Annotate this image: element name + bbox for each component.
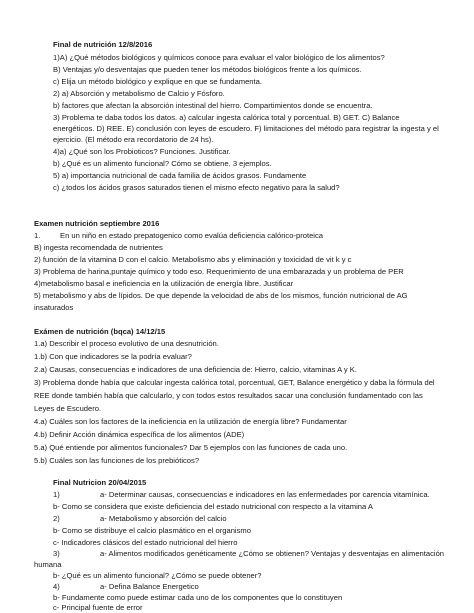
text-line: c) ¿todos los ácidos grasos saturados tienen el mismo efecto negativo para la salud? [53,183,340,192]
text-line: energéticos. D) REE. E) conclusión con leyes de escudero. F) limitaciones del método para registrar la ingesta y el [53,124,439,133]
text-line: 5) metabolismo y abs de lípidos. De que depende la velocidad de abs de los mismos, función nutricional de AG [34,291,408,300]
text-line: 4)a) ¿Qué son los Probioticos? Funciones. Justificar. [53,147,231,156]
text-line: 4)metabolismo basal e ineficiencia en la utilización de energía libre. Justificar [34,279,294,288]
text-line: a- Determinar causas, consecuencias e indicadores en las enfermedades por carencia vitamínica. [100,490,430,499]
text-line: 2) a) Absorción y metabolismo de Calcio y Fósforo. [53,89,225,98]
section-title: Examen nutrición septiembre 2016 [34,219,160,228]
section-title: Final Nutricion 20/04/2015 [53,478,147,487]
text-line: 4.a) Cuáles son los factores de la ineficiencia en la utilización de energía libre? Fundamentar [34,417,347,426]
list-number: 3) [53,549,60,558]
text-line: 1.b) Con que indicadores se la podría evaluar? [34,352,192,361]
section-title: Exámen de nutrición (bqca) 14/12/15 [34,327,166,336]
text-line: b) ¿Qué es un alimento funcional? Cómo se obtiene. 3 ejemplos. [53,159,272,168]
text-line: c- Indicadores clásicos del estado nutricional del hierro [53,538,238,547]
text-line: b- Fundamente como puede estimar cada uno de los componentes que lo constituyen [53,593,343,602]
list-number: 1. [34,231,41,240]
text-line: c) Elija un método biológico y explique en que se fundamenta. [53,77,262,86]
text-line: b- Como se distribuye el calcio plasmático en el organismo [53,526,251,535]
text-line: c- Principal fuente de error [53,603,143,612]
text-line: 4.b) Definir Acción dinámica específica de los alimentos (ADE) [34,430,245,439]
text-line: b- Como se considera que existe deficiencia del estado nutricional con respecto a la vitamina A [53,502,373,511]
text-line: 2.a) Causas, consecuencias e indicadores de una deficiencia de: Hierro, calcio, vitaminas A y K. [34,365,357,374]
text-line: 3) Problema de harina,puntaje químico y todo eso. Requerimiento de una embarazada y un problema de PER [34,267,404,276]
list-number: 2) [53,514,60,523]
section-title: Final de nutrición 12/8/2016 [53,40,153,49]
text-line: a- Metabolismo y absorción del calcio [100,514,227,523]
text-line: B) ingesta recomendada de nutrientes [34,243,163,252]
text-line: 2) función de la vitamina D con el calcio. Metabolismo abs y eliminación y toxicidad de vit k y c [34,255,352,264]
text-line: a- Alimentos modificados genéticamente ¿Cómo se obtienen? Ventajas y desventajas en alimentación [100,549,445,558]
text-line: humana [34,560,62,569]
list-number: 1) [53,490,60,499]
text-line: Leyes de Escudero. [34,404,102,413]
text-line: 1.a) Describir el proceso evolutivo de una desnutrición. [34,339,219,348]
text-line: b- ¿Qué es un alimento funcional? ¿Cómo se puede obtener? [53,571,262,580]
text-line: 5) a) importancia nutricional de cada familia de ácidos grasos. Fundamente [53,171,307,180]
text-line: ejercicio. (El método era recordatorio de 24 hs). [53,135,214,144]
text-line: insaturados [34,303,74,312]
text-line: REE donde también había que calcularlo, y con todos estos resultados sacar una conclusión fundamentado con las [34,391,423,400]
text-line: 3) Problema te daba todos los datos. a) calcular ingesta calórica total y porcentual. B) GET. C) Balance [53,113,400,122]
text-line: En un niño en estado prepatogenico como evalúa deficiencia calórico-proteica [60,231,323,240]
text-line: 5.a) Qué entiende por alimentos funcionales? Dar 5 ejemplos con las funciones de cada uno. [34,443,348,452]
text-line: B) Ventajas y/o desventajas que pueden tener los métodos biológicos frente a los químicos. [53,65,362,74]
text-line: b) factores que afectan la absorción intestinal del hierro. Compartimientos donde se encuentra. [53,101,373,110]
text-line: 1)A) ¿Qué métodos biológicos y químicos conoce para evaluar el valor biológico de los alimentos? [53,53,385,62]
text-line: 5.b) Cuáles son las funciones de los prebióticos? [34,456,200,465]
text-line: 3) Problema donde había que calcular ingesta calórica total, porcentual, GET, Balance energético y daba la fórmula del [34,378,435,387]
text-line: a- Defina Balance Energetico [100,582,199,591]
list-number: 4) [53,582,60,591]
